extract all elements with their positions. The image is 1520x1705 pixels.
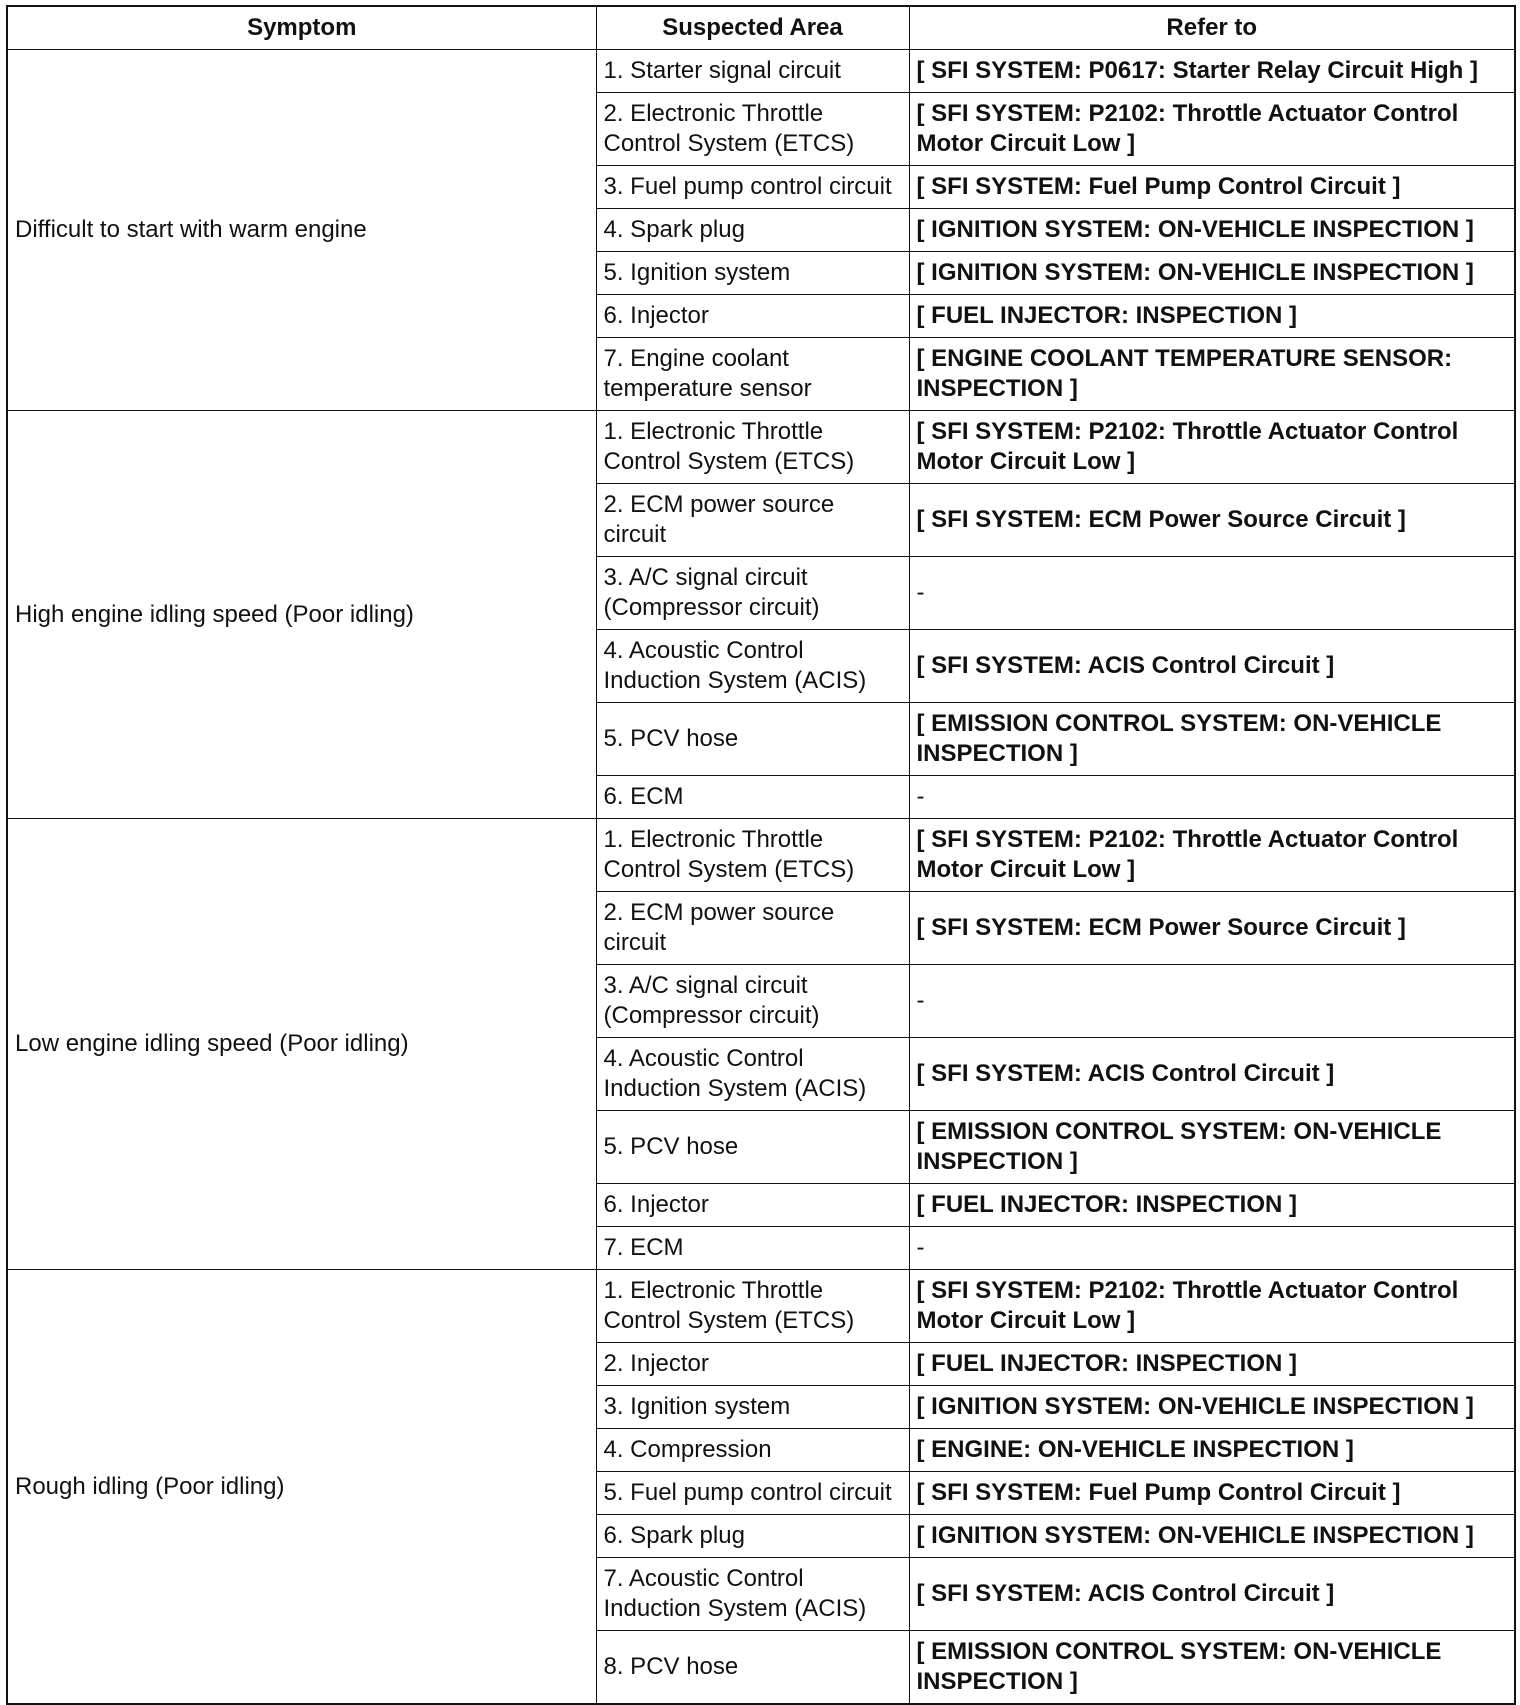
refer-to-link[interactable]: [ FUEL INJECTOR: INSPECTION ] [909, 1343, 1515, 1386]
refer-to-link[interactable]: [ SFI SYSTEM: ACIS Control Circuit ] [909, 1038, 1515, 1111]
suspected-area-cell: 2. Electronic Throttle Control System (ETCS) [596, 93, 909, 166]
symptom-cell: High engine idling speed (Poor idling) [7, 411, 596, 819]
refer-to-link[interactable]: [ SFI SYSTEM: Fuel Pump Control Circuit ] [909, 1472, 1515, 1515]
refer-to-link[interactable]: [ SFI SYSTEM: P2102: Throttle Actuator Control Motor Circuit Low ] [909, 1270, 1515, 1343]
refer-to-link[interactable]: [ EMISSION CONTROL SYSTEM: ON-VEHICLE INSPECTION ] [909, 1111, 1515, 1184]
table-row [7, 819, 1515, 892]
suspected-area-cell: 5. Ignition system [596, 252, 909, 295]
refer-to-cell: - [909, 557, 1515, 630]
symptom-cell: Low engine idling speed (Poor idling) [7, 819, 596, 1270]
refer-to-link[interactable]: [ SFI SYSTEM: ECM Power Source Circuit ] [909, 484, 1515, 557]
suspected-area-cell: 2. ECM power source circuit [596, 484, 909, 557]
refer-to-link[interactable]: [ FUEL INJECTOR: INSPECTION ] [909, 1184, 1515, 1227]
suspected-area-cell: 1. Electronic Throttle Control System (ETCS) [596, 819, 909, 892]
suspected-area-cell: 6. Injector [596, 1184, 909, 1227]
table-row [7, 1270, 1515, 1343]
suspected-area-cell: 3. A/C signal circuit (Compressor circuit) [596, 965, 909, 1038]
suspected-area-cell: 5. Fuel pump control circuit [596, 1472, 909, 1515]
suspected-area-cell: 6. ECM [596, 776, 909, 819]
symptom-table [6, 5, 1516, 1705]
suspected-area-cell: 3. A/C signal circuit (Compressor circuit) [596, 557, 909, 630]
suspected-area-cell: 4. Acoustic Control Induction System (ACIS) [596, 1038, 909, 1111]
refer-to-link[interactable]: [ IGNITION SYSTEM: ON-VEHICLE INSPECTION ] [909, 252, 1515, 295]
refer-to-link[interactable]: [ SFI SYSTEM: Fuel Pump Control Circuit ] [909, 166, 1515, 209]
table-header [7, 6, 1515, 50]
suspected-area-cell: 7. Engine coolant temperature sensor [596, 338, 909, 411]
refer-to-link[interactable]: [ IGNITION SYSTEM: ON-VEHICLE INSPECTION ] [909, 1515, 1515, 1558]
symptom-cell: Difficult to start with warm engine [7, 50, 596, 411]
suspected-area-cell: 5. PCV hose [596, 703, 909, 776]
suspected-area-cell: 3. Ignition system [596, 1386, 909, 1429]
suspected-area-cell: 1. Electronic Throttle Control System (ETCS) [596, 1270, 909, 1343]
suspected-area-cell: 5. PCV hose [596, 1111, 909, 1184]
suspected-area-cell: 3. Fuel pump control circuit [596, 166, 909, 209]
suspected-area-cell: 1. Electronic Throttle Control System (ETCS) [596, 411, 909, 484]
header-row [7, 6, 1515, 50]
refer-to-link[interactable]: [ IGNITION SYSTEM: ON-VEHICLE INSPECTION ] [909, 209, 1515, 252]
refer-to-link[interactable]: [ EMISSION CONTROL SYSTEM: ON-VEHICLE INSPECTION ] [909, 1631, 1515, 1705]
refer-to-link[interactable]: [ SFI SYSTEM: P2102: Throttle Actuator Control Motor Circuit Low ] [909, 411, 1515, 484]
refer-to-link[interactable]: [ ENGINE: ON-VEHICLE INSPECTION ] [909, 1429, 1515, 1472]
suspected-area-cell: 8. PCV hose [596, 1631, 909, 1705]
refer-to-cell: - [909, 1227, 1515, 1270]
suspected-area-cell: 7. Acoustic Control Induction System (ACIS) [596, 1558, 909, 1631]
refer-to-link[interactable]: [ SFI SYSTEM: ACIS Control Circuit ] [909, 630, 1515, 703]
table-body [7, 50, 1515, 1705]
table-row [7, 411, 1515, 484]
refer-to-cell: - [909, 776, 1515, 819]
suspected-area-cell: 6. Injector [596, 295, 909, 338]
header-refer-to: Refer to [909, 6, 1515, 50]
suspected-area-cell: 4. Compression [596, 1429, 909, 1472]
refer-to-link[interactable]: [ FUEL INJECTOR: INSPECTION ] [909, 295, 1515, 338]
suspected-area-cell: 2. ECM power source circuit [596, 892, 909, 965]
suspected-area-cell: 1. Starter signal circuit [596, 50, 909, 93]
refer-to-link[interactable]: [ SFI SYSTEM: P2102: Throttle Actuator Control Motor Circuit Low ] [909, 819, 1515, 892]
symptom-cell: Rough idling (Poor idling) [7, 1270, 596, 1705]
suspected-area-cell: 2. Injector [596, 1343, 909, 1386]
suspected-area-cell: 4. Spark plug [596, 209, 909, 252]
header-suspected-area: Suspected Area [596, 6, 909, 50]
refer-to-link[interactable]: [ ENGINE COOLANT TEMPERATURE SENSOR: INSPECTION ] [909, 338, 1515, 411]
refer-to-link[interactable]: [ SFI SYSTEM: P2102: Throttle Actuator Control Motor Circuit Low ] [909, 93, 1515, 166]
refer-to-link[interactable]: [ SFI SYSTEM: ACIS Control Circuit ] [909, 1558, 1515, 1631]
header-symptom: Symptom [7, 6, 596, 50]
suspected-area-cell: 4. Acoustic Control Induction System (ACIS) [596, 630, 909, 703]
refer-to-link[interactable]: [ SFI SYSTEM: ECM Power Source Circuit ] [909, 892, 1515, 965]
refer-to-cell: - [909, 965, 1515, 1038]
table-row [7, 50, 1515, 93]
suspected-area-cell: 7. ECM [596, 1227, 909, 1270]
refer-to-link[interactable]: [ SFI SYSTEM: P0617: Starter Relay Circuit High ] [909, 50, 1515, 93]
suspected-area-cell: 6. Spark plug [596, 1515, 909, 1558]
refer-to-link[interactable]: [ IGNITION SYSTEM: ON-VEHICLE INSPECTION ] [909, 1386, 1515, 1429]
refer-to-link[interactable]: [ EMISSION CONTROL SYSTEM: ON-VEHICLE INSPECTION ] [909, 703, 1515, 776]
